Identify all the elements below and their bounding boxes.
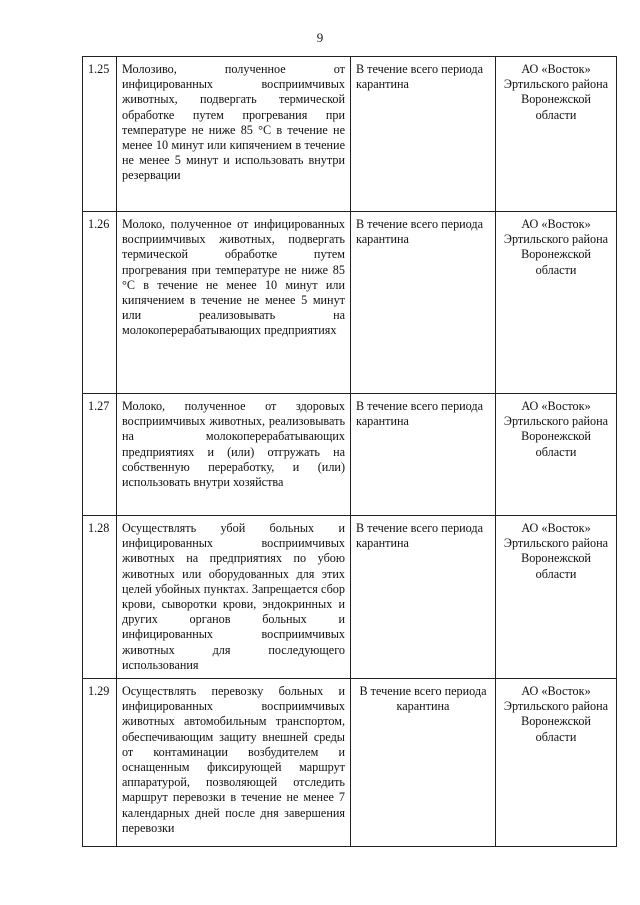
table-row (83, 57, 617, 212)
term-text: В течение всего периода карантина (351, 57, 496, 212)
table-row (83, 212, 617, 394)
measure-text: Молоко, полученное от инфицированных восприимчивых животных, подвергать термической обработке путем прогревания при температуре не ниже 85 °С в течение не менее 10 минут или кипячением в течение не менее 5 минут или реализовывать на молокоперерабатывающих предприятиях (117, 212, 351, 394)
measure-text: Осуществлять перевозку больных и инфицированных восприимчивых животных автомобильным транспортом, обеспечивающим защиту внешней среды от контаминации возбудителем и оснащенным фиксирующей маршрут аппаратурой, позволяющей отследить маршрут перевозки в течение не менее 7 календарных дней после дня завершения перевозки (117, 679, 351, 847)
row-number: 1.28 (83, 516, 117, 679)
measure-text: Осуществлять убой больных и инфицированных восприимчивых животных на предприятиях по убою животных или оборудованных для этих целей убойных пунктах. Запрещается сбор крови, сыворотки крови, эндокринных и других органов больных и инфицированных восприимчивых животных для последующего использования (117, 516, 351, 679)
measure-text: Молозиво, полученное от инфицированных восприимчивых животных, подвергать термической обработке путем прогревания при температуре не ниже 85 °С в течение не менее 10 минут или кипячением в течение не менее 5 минут и использовать внутри резервации (117, 57, 351, 212)
row-number: 1.26 (83, 212, 117, 394)
table-row (83, 679, 617, 847)
term-text: В течение всего периода карантина (351, 679, 496, 847)
responsible-party: АО «Восток» Эртильского района Воронежской области (496, 516, 617, 679)
term-text: В течение всего периода карантина (351, 516, 496, 679)
responsible-party: АО «Восток» Эртильского района Воронежской области (496, 394, 617, 516)
table-row (83, 516, 617, 679)
responsible-party: АО «Восток» Эртильского района Воронежской области (496, 679, 617, 847)
responsible-party: АО «Восток» Эртильского района Воронежской области (496, 212, 617, 394)
responsible-party: АО «Восток» Эртильского района Воронежской области (496, 57, 617, 212)
row-number: 1.25 (83, 57, 117, 212)
row-number: 1.27 (83, 394, 117, 516)
page-number: 9 (316, 30, 324, 45)
measures-table (82, 56, 617, 847)
row-number: 1.29 (83, 679, 117, 847)
term-text: В течение всего периода карантина (351, 212, 496, 394)
table-row (83, 394, 617, 516)
measure-text: Молоко, полученное от здоровых восприимчивых животных, реализовывать на молокоперерабатывающих предприятиях и (или) отгружать на собственную переработку, и (или) использовать внутри хозяйства (117, 394, 351, 516)
term-text: В течение всего периода карантина (351, 394, 496, 516)
